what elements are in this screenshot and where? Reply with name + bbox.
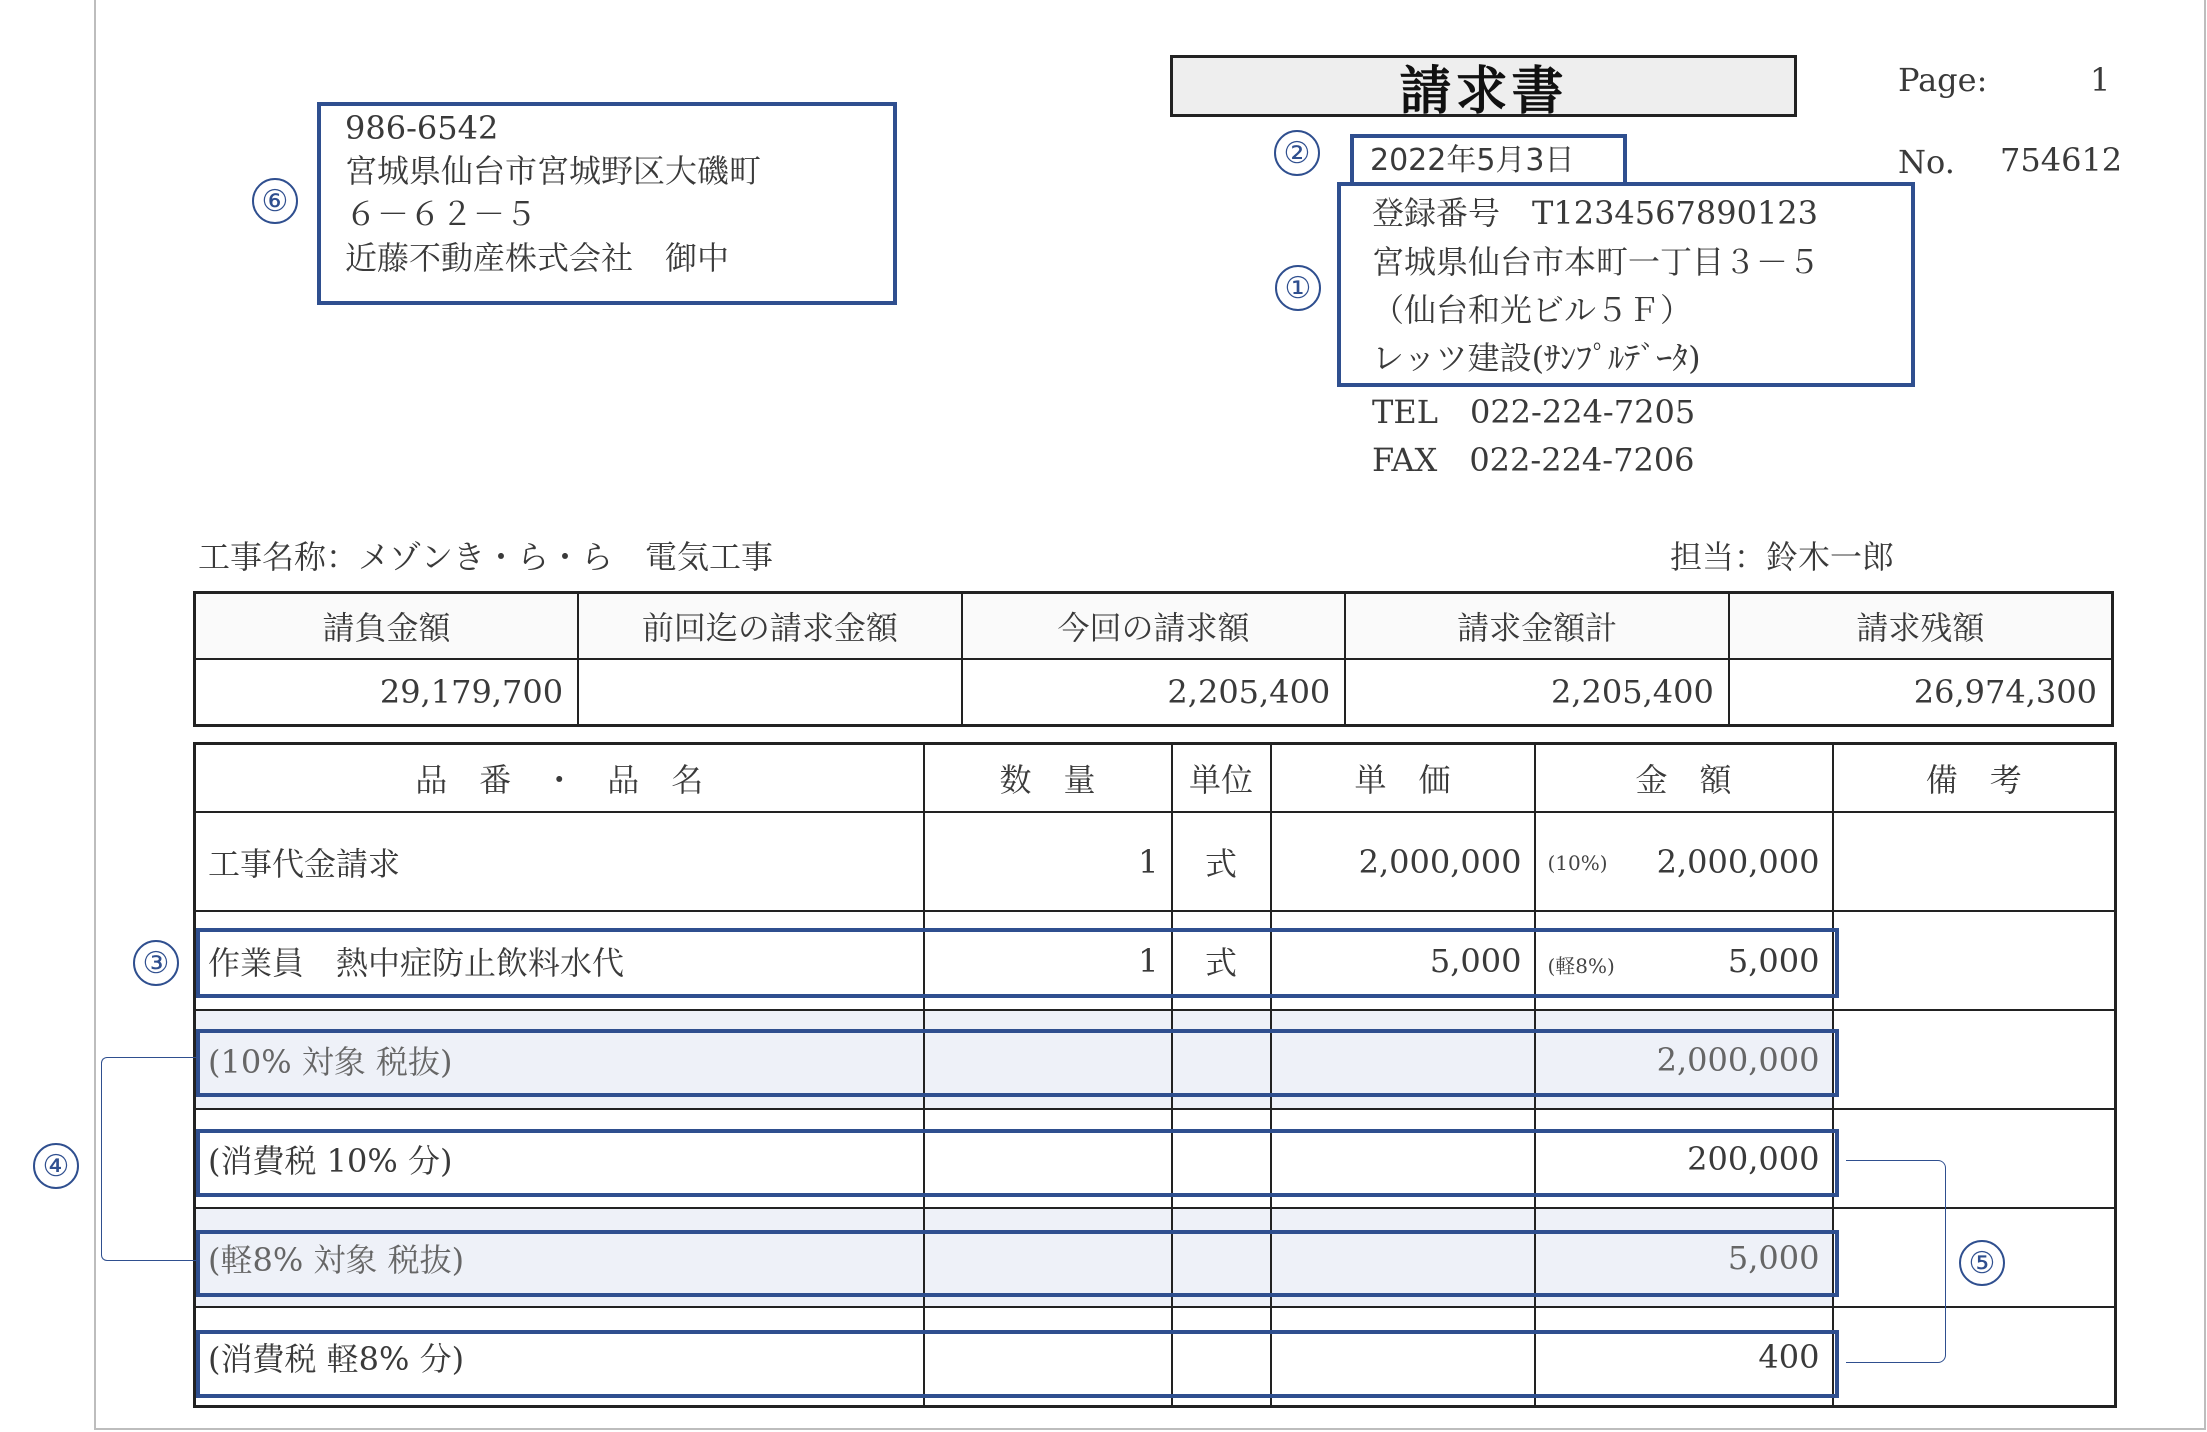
item-name: 作業員 熱中症防止飲料水代 — [195, 911, 924, 1010]
col-header-price: 単 価 — [1271, 744, 1535, 813]
invoice-date: 2022年5月3日 — [1370, 143, 1575, 178]
item-name: (消費税 軽8% 分) — [195, 1307, 924, 1407]
item-qty: 1 — [924, 812, 1172, 911]
invoice-no-label: No. — [1898, 143, 1955, 181]
recipient-address-line2: ６－６２－５ — [345, 195, 538, 233]
item-name: (軽8% 対象 税抜) — [195, 1208, 924, 1307]
table-row — [195, 812, 2116, 911]
recipient-name: 近藤不動産株式会社 御中 — [345, 239, 730, 277]
annotation-1: ① — [1275, 265, 1321, 311]
total-billed-amount: 2,205,400 — [1345, 659, 1729, 726]
col-header-unit: 単位 — [1172, 744, 1271, 813]
summary-header: 請負金額 — [195, 593, 579, 660]
summary-table — [193, 591, 2114, 727]
item-name: (10% 対象 税抜) — [195, 1010, 924, 1109]
item-amount: 2,000,000 — [1656, 842, 1820, 881]
tax-rate-label: (10%) — [1547, 850, 1608, 875]
summary-header: 請求残額 — [1729, 593, 2113, 660]
row-highlight-box-4b — [196, 1230, 1839, 1297]
summary-header: 今回の請求額 — [962, 593, 1346, 660]
item-remarks — [1833, 1010, 2116, 1109]
row-highlight-box-5a — [196, 1129, 1839, 1197]
annotation-3: ③ — [133, 940, 179, 986]
invoice-title: 請求書 — [1170, 55, 1797, 117]
items-header-row — [195, 744, 2116, 813]
item-unit: 式 — [1172, 911, 1271, 1010]
person-in-charge: 担当：鈴木一郎 — [1670, 538, 1895, 576]
annotation-2: ② — [1274, 130, 1320, 176]
item-name: (消費税 10% 分) — [195, 1109, 924, 1208]
previous-billed-amount — [578, 659, 962, 726]
item-amount: 200,000 — [1535, 1109, 1833, 1208]
summary-header-row — [195, 593, 2113, 660]
page-label: Page: — [1898, 61, 1988, 99]
col-header-remarks: 備 考 — [1833, 744, 2116, 813]
tax-rate-label: (軽8%) — [1547, 953, 1615, 978]
item-price: 2,000,000 — [1271, 812, 1535, 911]
recipient-address-line1: 宮城県仙台市宮城野区大磯町 — [345, 152, 762, 190]
item-amount-cell — [1535, 812, 1833, 911]
issuer-tel: TEL 022-224-7205 — [1372, 393, 1696, 431]
project-name: 工事名称：メゾンき・ら・ら 電気工事 — [198, 538, 774, 576]
summary-value-row — [195, 659, 2113, 726]
issuer-registration: 登録番号 T1234567890123 — [1372, 194, 1819, 232]
item-amount: 400 — [1535, 1307, 1833, 1407]
recipient-postal: 986-6542 — [345, 109, 499, 147]
annotation-5-bracket — [1846, 1160, 1946, 1363]
annotation-6: ⑥ — [252, 178, 298, 224]
item-remarks — [1833, 911, 2116, 1010]
col-header-amount: 金 額 — [1535, 744, 1833, 813]
annotation-4: ④ — [33, 1143, 79, 1189]
issuer-address-line2: （仙台和光ビル５Ｆ） — [1372, 291, 1693, 329]
page-number: 1 — [2090, 61, 2111, 99]
item-remarks — [1833, 812, 2116, 911]
annotation-5: ⑤ — [1959, 1240, 2005, 1286]
annotation-4-bracket — [101, 1057, 196, 1261]
issuer-address-line1: 宮城県仙台市本町一丁目３－５ — [1372, 243, 1821, 281]
current-billed-amount: 2,205,400 — [962, 659, 1346, 726]
item-unit: 式 — [1172, 812, 1271, 911]
summary-header: 前回迄の請求金額 — [578, 593, 962, 660]
item-amount: 5,000 — [1535, 1208, 1833, 1307]
item-amount: 2,000,000 — [1535, 1010, 1833, 1109]
contract-amount: 29,179,700 — [195, 659, 579, 726]
row-highlight-box-5b — [196, 1330, 1839, 1398]
col-header-qty: 数 量 — [924, 744, 1172, 813]
summary-header: 請求金額計 — [1345, 593, 1729, 660]
issuer-name: レッツ建設(ｻﾝﾌﾟﾙﾃﾞｰﾀ) — [1372, 339, 1701, 377]
item-qty: 1 — [924, 911, 1172, 1010]
col-header-item: 品 番 ・ 品 名 — [195, 744, 924, 813]
issuer-fax: FAX 022-224-7206 — [1372, 441, 1695, 479]
item-name: 工事代金請求 — [195, 812, 924, 911]
row-highlight-box-3 — [196, 928, 1839, 998]
remaining-amount: 26,974,300 — [1729, 659, 2113, 726]
row-highlight-box-4a — [196, 1029, 1839, 1097]
item-amount: 5,000 — [1727, 941, 1820, 980]
invoice-no: 754612 — [2000, 141, 2123, 179]
item-price: 5,000 — [1271, 911, 1535, 1010]
